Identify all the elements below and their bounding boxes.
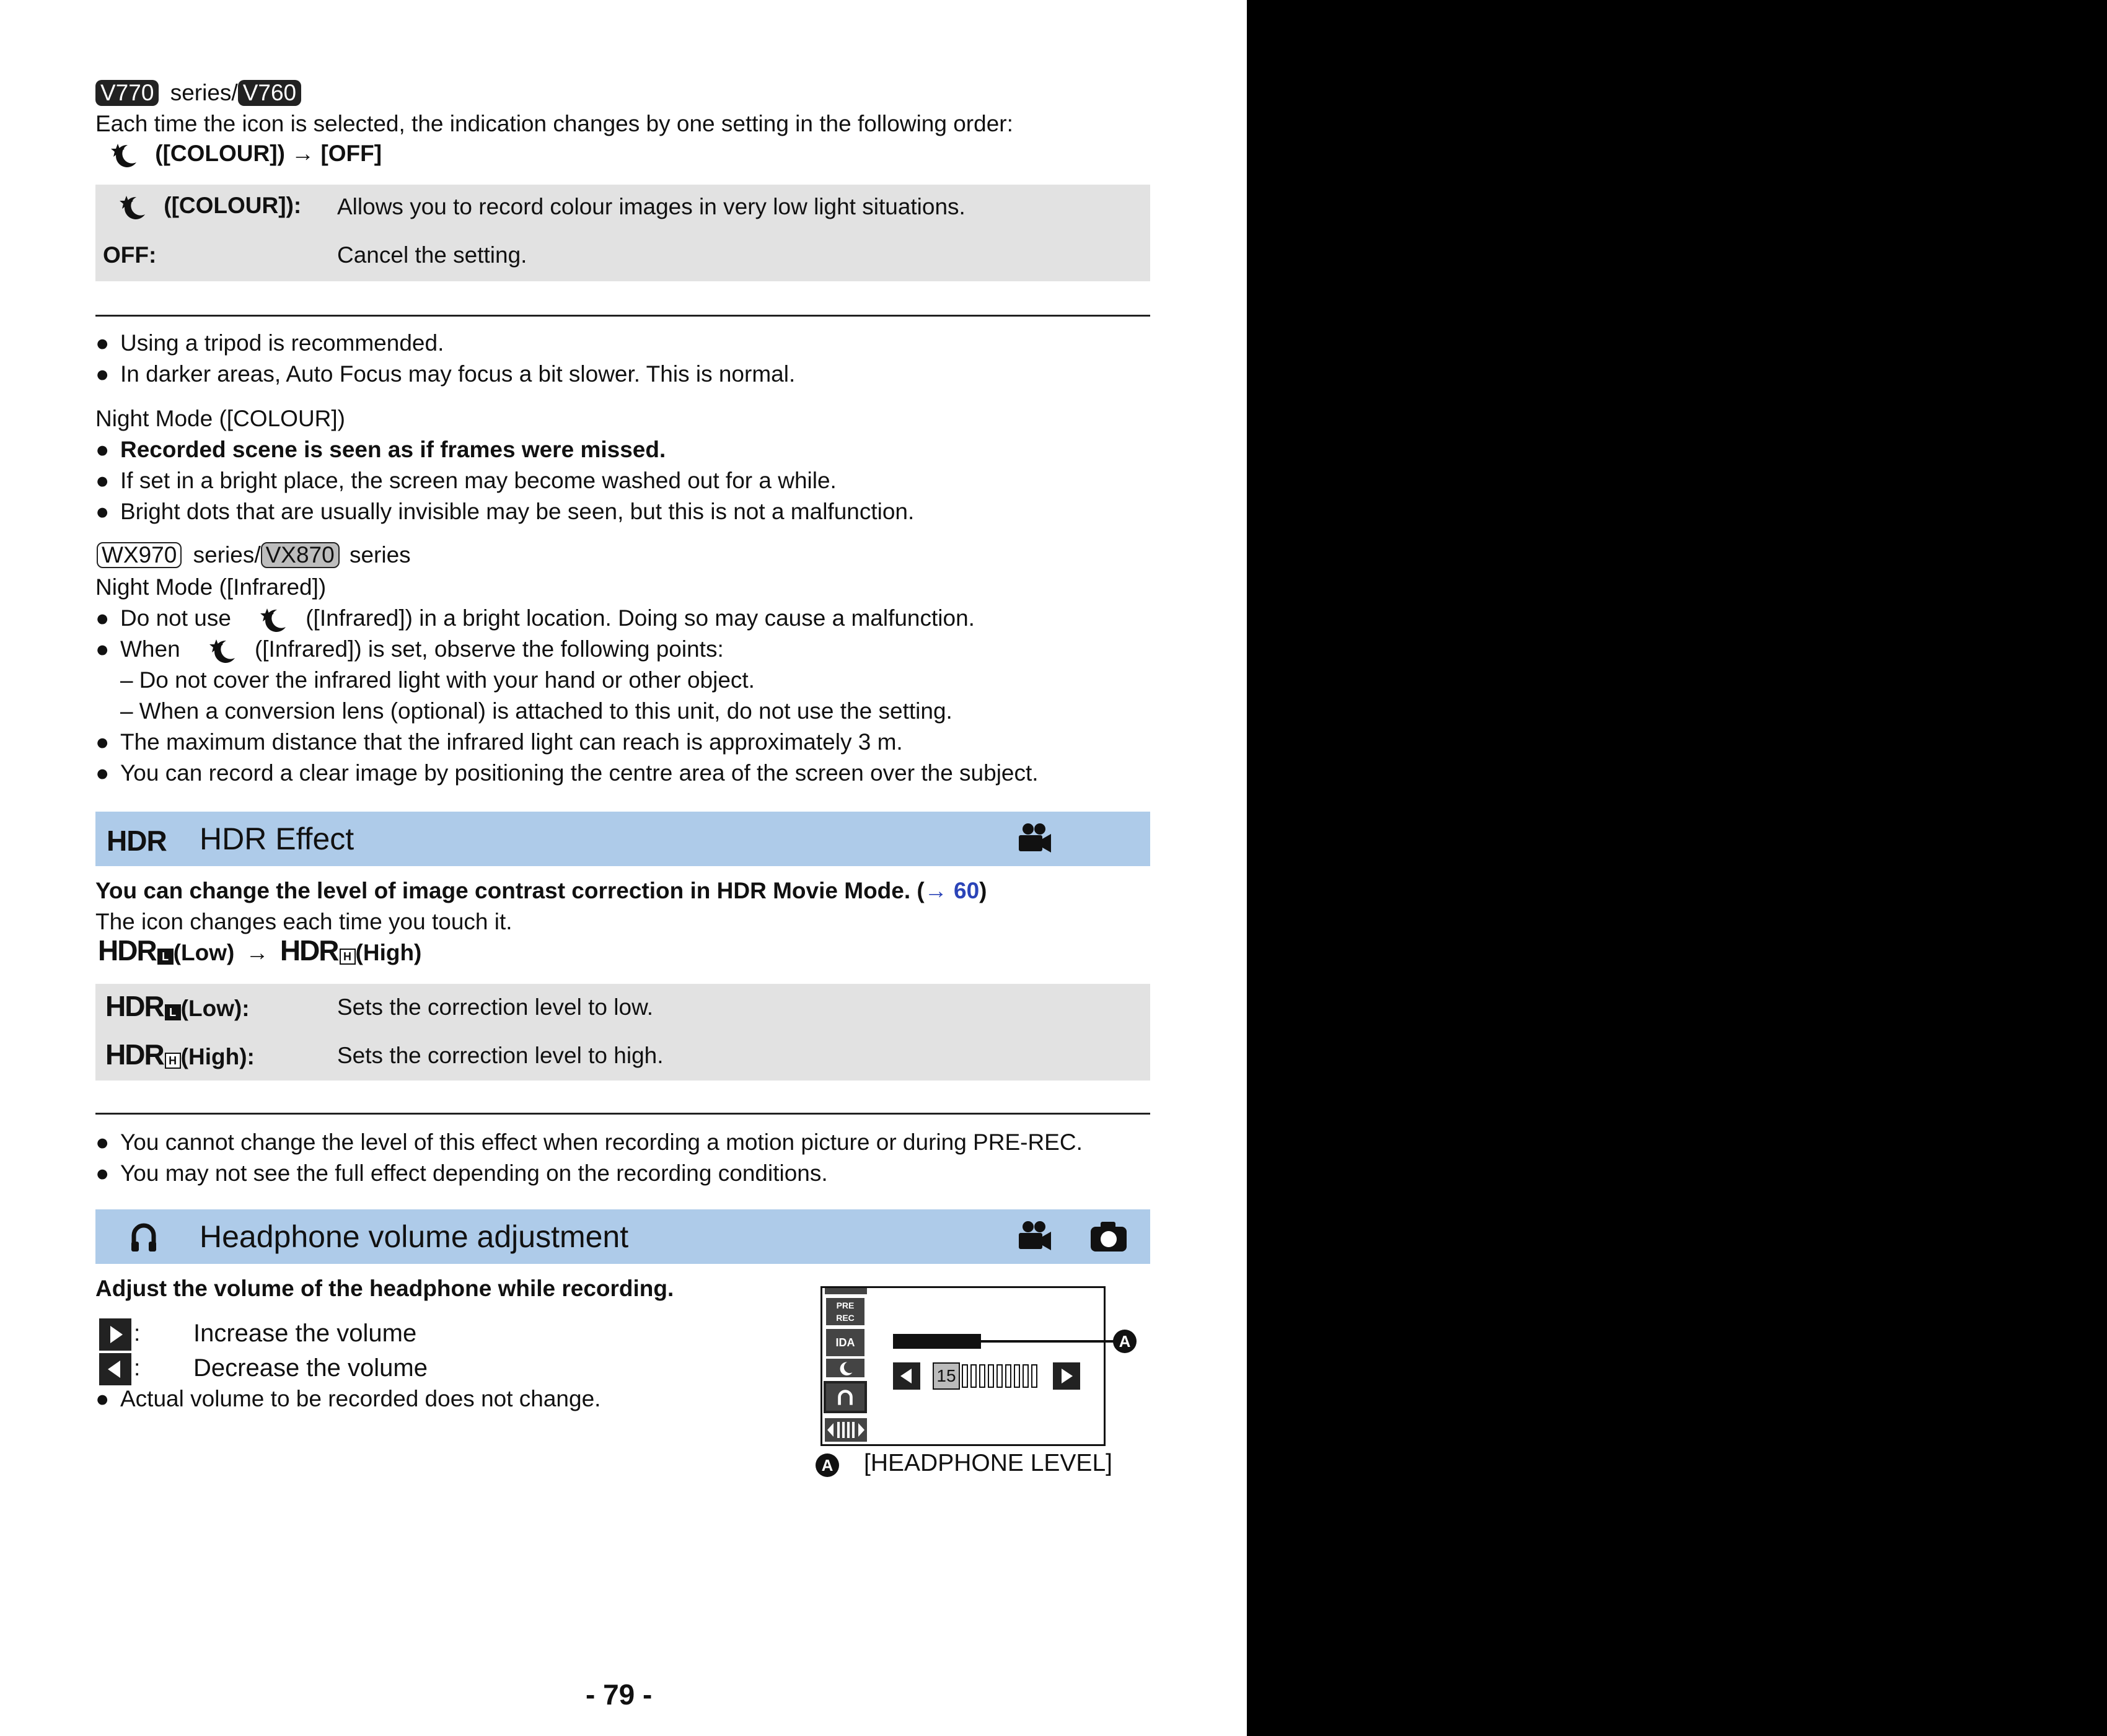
hdr-touch-text: The icon changes each time you touch it.: [95, 909, 512, 934]
increase-volume-button[interactable]: [99, 1318, 131, 1351]
row-desc: Allows you to record colour images in very low light situations.: [337, 194, 966, 219]
night-mode-icon: [118, 193, 149, 221]
night-colour-heading: Night Mode ([COLOUR]): [95, 406, 345, 431]
hdr-icon: HDR: [107, 825, 167, 857]
model-tag-wx970: WX970: [97, 542, 182, 568]
level-ticks: [961, 1362, 1042, 1390]
list-item: ● When ([Infrared]) is set, observe the following points:: [95, 636, 724, 664]
list-item: ● Using a tripod is recommended.: [95, 330, 444, 356]
infrared-heading: Night Mode ([Infrared]): [95, 574, 327, 600]
night-mode-icon: [826, 1359, 864, 1377]
headphone-icon: [824, 1381, 867, 1413]
table-row-colour-label: [118, 192, 301, 221]
model-tag-v760: V760: [238, 80, 301, 106]
lcd-caption: [HEADPHONE LEVEL]: [864, 1450, 1112, 1476]
model-tags-line: [95, 79, 301, 107]
headphone-icon: [130, 1219, 157, 1254]
section-header-hdr: [95, 812, 1150, 866]
hdr-high-icon: H: [340, 949, 356, 965]
right-black-margin: [1247, 0, 2107, 1736]
section-title: HDR Effect: [200, 822, 354, 856]
lcd-right-arrow: [1053, 1362, 1080, 1390]
night-mode-icon: [208, 637, 239, 664]
night-mode-icon: [109, 141, 140, 169]
divider: [95, 1113, 1150, 1115]
list-item: ● Recorded scene is seen as if frames were missed.: [95, 437, 666, 462]
row-desc: Cancel the setting.: [337, 242, 527, 268]
hdr-sequence: HDR L (Low) → HDR H (High): [98, 934, 422, 967]
section-title: Headphone volume adjustment: [200, 1219, 629, 1254]
list-item: ● If set in a bright place, the screen may become washed out for a while.: [95, 468, 837, 493]
night-mode-icon: [258, 606, 289, 633]
colon: :: [134, 1320, 141, 1346]
page-number: - 79 -: [586, 1678, 653, 1711]
caption-a-marker: A: [816, 1453, 839, 1477]
sub-item: – Do not cover the infrared light with your hand or other object.: [120, 667, 755, 693]
increase-label: Increase the volume: [193, 1320, 417, 1347]
section-header-headphone: [95, 1209, 1150, 1264]
page-link-arrow[interactable]: →: [924, 878, 948, 903]
lcd-side-menu: [822, 1288, 869, 1444]
order-arrow: →: [291, 141, 315, 166]
callout-a-marker: A: [1113, 1330, 1137, 1353]
order-off: [OFF]: [320, 141, 382, 166]
lcd-left-arrow: [893, 1362, 920, 1390]
ida-icon: IDA: [826, 1329, 864, 1356]
row-desc: Sets the correction level to high.: [337, 1043, 664, 1068]
model-tag-v770: V770: [95, 80, 159, 106]
play-right-icon: [99, 1318, 131, 1351]
decrease-label: Decrease the volume: [193, 1354, 428, 1382]
list-item: ● Do not use ([Infrared]) in a bright location. Doing so may cause a malfunction.: [95, 605, 975, 633]
order-colour: ([COLOUR]): [155, 141, 285, 166]
setting-table-1: [95, 185, 1150, 281]
hdr-low-icon: L: [157, 949, 174, 965]
colon: :: [134, 1355, 141, 1380]
row-label: ([COLOUR]):: [164, 193, 302, 218]
order-intro: Each time the icon is selected, the indication changes by one setting in the following order:: [95, 111, 1013, 136]
list-item: ● You cannot change the level of this effect when recording a motion picture or during PRE-REC.: [95, 1129, 1083, 1155]
video-camera-icon: [1016, 1218, 1052, 1253]
model-tag-vx870: VX870: [261, 542, 340, 568]
sub-item: – When a conversion lens (optional) is attached to this unit, do not use the setting.: [120, 698, 952, 724]
page-link-60[interactable]: 60: [954, 878, 980, 903]
row-label: OFF:: [103, 242, 157, 268]
model-tags-line-2: WX970 series/ VX870 series: [97, 541, 411, 569]
list-item: ● Bright dots that are usually invisible may be seen, but this is not a malfunction.: [95, 499, 915, 524]
callout-line: [981, 1340, 1117, 1343]
scroll-icon: [825, 1418, 867, 1442]
pre-rec-icon: PRE REC: [826, 1298, 864, 1325]
level-bar: [893, 1334, 981, 1349]
lcd-illustration: [820, 1286, 1106, 1446]
lcd-level-value: 15: [933, 1362, 960, 1390]
list-item: ● The maximum distance that the infrared light can reach is approximately 3 m.: [95, 729, 903, 755]
camera-icon: [1088, 1218, 1129, 1254]
setting-table-hdr: [95, 984, 1150, 1081]
list-item: ● You may not see the full effect depending on the recording conditions.: [95, 1160, 828, 1186]
row-label: HDR L (Low):: [105, 990, 250, 1022]
series-separator: series/: [170, 80, 238, 105]
play-left-icon: [99, 1353, 131, 1385]
headphone-intro: Adjust the volume of the headphone while recording.: [95, 1276, 674, 1301]
order-sequence: [109, 140, 382, 169]
row-desc: Sets the correction level to low.: [337, 994, 654, 1020]
list-item: ● You can record a clear image by positioning the centre area of the screen over the subject.: [95, 760, 1039, 786]
decrease-volume-button[interactable]: [99, 1353, 131, 1385]
hdr-intro: You can change the level of image contrast correction in HDR Movie Mode. (→ 60): [95, 878, 987, 903]
row-label: HDR H (High):: [105, 1038, 255, 1071]
list-item: ● In darker areas, Auto Focus may focus a bit slower. This is normal.: [95, 361, 796, 387]
list-item: ● Actual volume to be recorded does not change.: [95, 1386, 601, 1411]
divider: [95, 315, 1150, 317]
video-camera-icon: [1016, 820, 1052, 855]
